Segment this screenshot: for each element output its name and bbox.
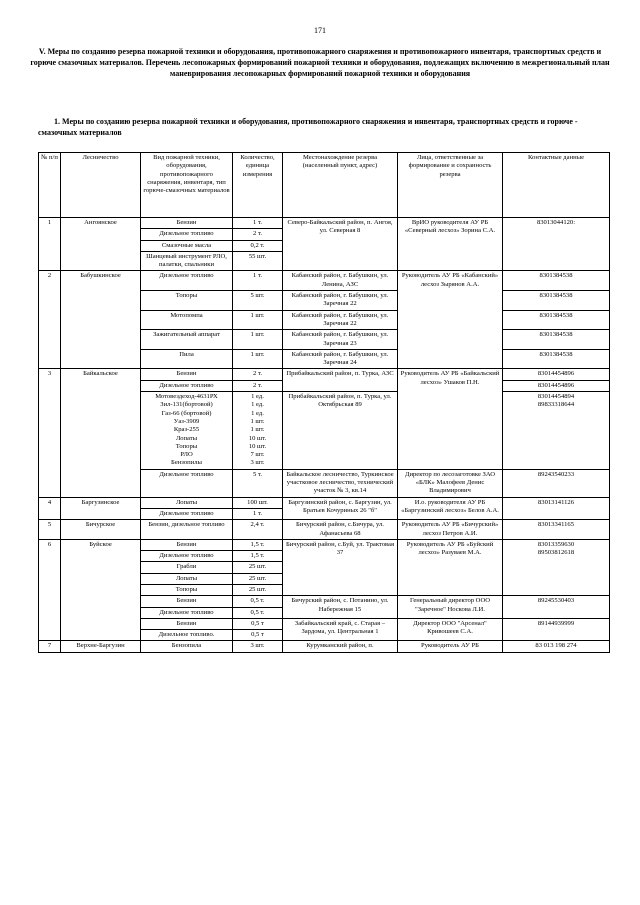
forestry-name: Верхне-Баргузин	[61, 641, 141, 652]
location: Забайкальский край, с. Старая – Зардома, ул. Центральная 1	[283, 618, 398, 641]
quantity: 1 шт.	[233, 310, 283, 330]
quantity: 100 шт.	[233, 497, 283, 508]
quantity: 5 т.	[233, 469, 283, 497]
location: Прибайкальский район, п. Турка, ул. Октябрьская 89	[283, 392, 398, 470]
equipment-type: Дизельное топливо	[141, 229, 233, 240]
quantity: 1 т.	[233, 508, 283, 519]
table-row	[39, 271, 610, 291]
quantity: 25 шт.	[233, 573, 283, 584]
table-row	[39, 369, 610, 380]
quantity: 0,2 т.	[233, 240, 283, 251]
responsible-person: Руководитель АУ РБ «Байкальский лесхоз» Ушаков П.Н.	[398, 369, 503, 469]
contact: 89243540233	[503, 469, 610, 497]
location: Байкальское лесничество, Туркинское участковое лесничество, технический участок № 3, кв.14	[283, 469, 398, 497]
quantity: 1 т.	[233, 271, 283, 291]
equipment-type: Бензин	[141, 369, 233, 380]
equipment-type: Бензин	[141, 218, 233, 229]
equipment-type: Смазочные масла	[141, 240, 233, 251]
table-row	[39, 641, 610, 652]
equipment-type: Лопаты	[141, 497, 233, 508]
equipment-type: Дизельное топливо	[141, 469, 233, 497]
contact: 83 013 198 274	[503, 641, 610, 652]
equipment-type: Зажигательный аппарат	[141, 330, 233, 350]
contact: 83014454896	[503, 369, 610, 380]
forestry-name: Бичурское	[61, 520, 141, 540]
location: Прибайкальский район, п. Турка, АЗС	[283, 369, 398, 392]
contact: 89245530403	[503, 596, 610, 619]
equipment-type: Топоры	[141, 291, 233, 311]
row-number: 1	[39, 218, 61, 271]
quantity: 0,5 т.	[233, 596, 283, 607]
quantity: 2 т.	[233, 229, 283, 240]
col-header-responsible: Лица, ответственные за формирование и сохранность резерва	[398, 153, 503, 218]
forestry-name: Баргузинское	[61, 497, 141, 520]
reserve-table	[38, 152, 610, 653]
equipment-type: Дизельное топливо	[141, 607, 233, 618]
row-number: 6	[39, 539, 61, 641]
location: Курумканский район, п.	[283, 641, 398, 652]
quantity: 3 шт.	[233, 641, 283, 652]
quantity: 1 шт.	[233, 349, 283, 369]
responsible-person: Руководитель АУ РБ «Буйский лесхоз» Разуваев М.А.	[398, 539, 503, 595]
quantity: 1 ед. 1 ед. 1 ед. 1 шт. 1 шт. 10 шт. 10 шт. 7 шт. 3 шт.	[233, 392, 283, 470]
col-header-forestry: Лесничество	[61, 153, 141, 218]
forestry-name: Бабушкинское	[61, 271, 141, 369]
quantity: 25 шт.	[233, 562, 283, 573]
location: Бичурский район, с.Бичура, ул. Афанасьева 68	[283, 520, 398, 540]
quantity: 0,5 т.	[233, 607, 283, 618]
quantity: 25 шт.	[233, 584, 283, 595]
location: Северо-Байкальский район, п. Ангоя, ул. Северная 8	[283, 218, 398, 271]
quantity: 1 шт.	[233, 330, 283, 350]
equipment-type: Топоры	[141, 584, 233, 595]
location: Бичурский район, с.Буй, ул. Трактовая 37	[283, 539, 398, 595]
location: Кабанский район, г. Бабушкин, ул. Заречная 23	[283, 330, 398, 350]
location: Кабанский район, г. Бабушкин, ул. Заречная 22	[283, 310, 398, 330]
row-number: 5	[39, 520, 61, 540]
contact: 8301384538	[503, 349, 610, 369]
quantity: 1,5 т.	[233, 551, 283, 562]
responsible-person: Директор ООО "Арсенал" Кривошеев С.А.	[398, 618, 503, 641]
quantity: 55 шт.	[233, 251, 283, 271]
equipment-type: Шанцевый инструмент РЛО, палатки, спальники	[141, 251, 233, 271]
col-header-number: № п/п	[39, 153, 61, 218]
equipment-type: Дизельное топливо	[141, 380, 233, 391]
equipment-type: Мотопомпа	[141, 310, 233, 330]
quantity: 2 т.	[233, 380, 283, 391]
section-heading: V. Меры по созданию резерва пожарной техники и оборудования, противопожарного снаряжения и противопожарного инвентаря, транспортных средств и горюче смазочных материалов. Перечень лесопожарных формирований пожарной техники и оборудования, подлежащих включению в межрегиональный план маневрирования лесопожарных формирований пожарной техники и оборудования	[30, 47, 610, 78]
equipment-type: Бензин, дизельное топливо	[141, 520, 233, 540]
location: Кабанский район, г. Бабушкин, ул. Ленина, АЗС	[283, 271, 398, 291]
col-header-quantity: Количество, единица измерения	[233, 153, 283, 218]
table-row	[39, 520, 610, 540]
contact: 8301384538	[503, 291, 610, 311]
quantity: 0,5 т	[233, 618, 283, 629]
col-header-contacts: Контактные данные	[503, 153, 610, 218]
equipment-type: Лопаты	[141, 573, 233, 584]
subsection-heading: 1. Меры по созданию резерва пожарной техники и оборудования, противопожарного снаряжения и инвентаря, транспортных средств и горюче - смазочных материалов	[38, 117, 578, 137]
equipment-type: Пила	[141, 349, 233, 369]
responsible-person: Руководитель АУ РБ «Кабанский» лесхоз Зырянов А.А.	[398, 271, 503, 369]
responsible-person: Руководитель АУ РБ	[398, 641, 503, 652]
forestry-name: Буйское	[61, 539, 141, 641]
location: Кабанский район, г. Бабушкин, ул. Заречная 24	[283, 349, 398, 369]
equipment-type: Бензин	[141, 618, 233, 629]
table-row	[39, 497, 610, 508]
equipment-type: Дизельное топливо	[141, 271, 233, 291]
equipment-type: Дизельное топливо	[141, 508, 233, 519]
contact: 89144939999	[503, 618, 610, 641]
location: Бичурский район, с. Потанино, ул. Набережная 15	[283, 596, 398, 619]
responsible-person: Генеральный директор ООО "Заречное" Носкова Л.И.	[398, 596, 503, 619]
quantity: 1,5 т.	[233, 539, 283, 550]
responsible-person: ВрИО руководителя АУ РБ «Северный лесхоз» Зорина С.А.	[398, 218, 503, 271]
equipment-type: Бензопила	[141, 641, 233, 652]
responsible-person: Директор по лесозаготовке ЗАО «БЛК» Малофеев Денис Владимирович	[398, 469, 503, 497]
col-header-location: Местонахождение резерва (населенный пункт, адрес)	[283, 153, 398, 218]
equipment-type: Дизельное топливо.	[141, 630, 233, 641]
quantity: 5 шт.	[233, 291, 283, 311]
responsible-person: Руководитель АУ РБ «Бичурский» лесхоз Петров А.И.	[398, 520, 503, 540]
contact: 8301384538	[503, 330, 610, 350]
table-row	[39, 218, 610, 229]
responsible-person: И.о. руководителя АУ РБ «Баргузинский лесхоз» Белов А.А.	[398, 497, 503, 520]
location: Баргузинский район, с. Баргузин, ул. Братьев Кочуриных 26 "б"	[283, 497, 398, 520]
row-number: 2	[39, 271, 61, 369]
contact: 83013341165	[503, 520, 610, 540]
equipment-type: Грабли	[141, 562, 233, 573]
contact: 83014454896	[503, 380, 610, 391]
page-number: 171	[314, 26, 326, 35]
quantity: 2 т.	[233, 369, 283, 380]
forestry-name: Байкальское	[61, 369, 141, 497]
table-header-row	[39, 153, 610, 218]
equipment-type: Бензин	[141, 596, 233, 607]
forestry-name: Ангоянское	[61, 218, 141, 271]
quantity: 0,5 т	[233, 630, 283, 641]
contact: 83014454894 89833318644	[503, 392, 610, 470]
row-number: 7	[39, 641, 61, 652]
row-number: 4	[39, 497, 61, 520]
quantity: 2,4 т.	[233, 520, 283, 540]
location: Кабанский район, г. Бабушкин, ул. Заречная 22	[283, 291, 398, 311]
equipment-type: Мотовездеход-4631РХ Зил-131(бортовой) Газ-66 (бортовой) Уаз-3909 Краз-255 Лопаты Топоры РЛО Бензопилы	[141, 392, 233, 470]
contact: 83013359630 89503812618	[503, 539, 610, 595]
equipment-type: Бензин	[141, 539, 233, 550]
equipment-type: Дизельное топливо	[141, 551, 233, 562]
quantity: 1 т.	[233, 218, 283, 229]
table-row	[39, 539, 610, 550]
row-number: 3	[39, 369, 61, 497]
contact: 83013141126	[503, 497, 610, 520]
col-header-equipment-type: Вид пожарной техники, оборудования, противопожарного снаряжения, инвентаря, тип горюче-смазочных материалов	[141, 153, 233, 218]
contact: 83013044120:	[503, 218, 610, 271]
contact: 8301384538	[503, 310, 610, 330]
contact: 8301384538	[503, 271, 610, 291]
